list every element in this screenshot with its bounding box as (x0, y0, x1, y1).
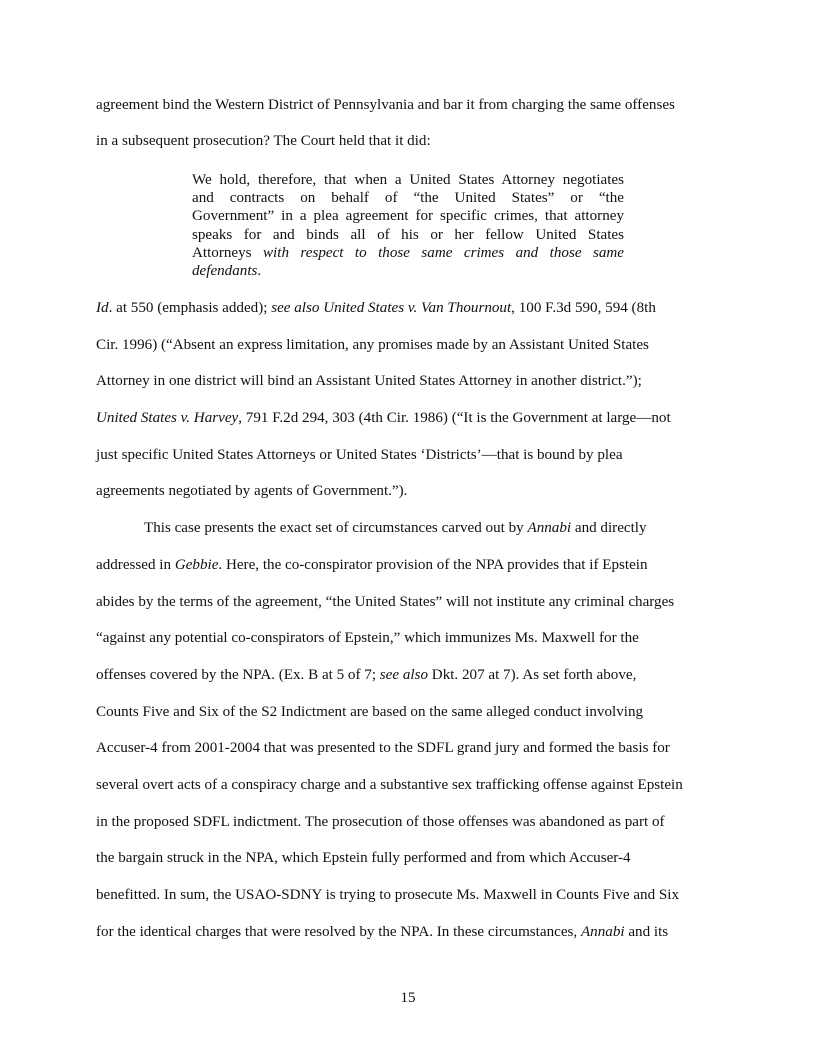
body-text: , 100 F.3d 590, 594 (8th (511, 300, 656, 316)
body-line: the bargain struck in the NPA, which Epstein fully performed and from which Accuser-4 (96, 850, 631, 866)
body-text: and its (624, 924, 669, 940)
body-line: several overt acts of a conspiracy charge and a substantive sex trafficking offense against Epstein (96, 777, 683, 793)
quote-text: Attorneys (192, 244, 263, 261)
body-text: Dkt. 207 at 7). As set forth above, (428, 667, 637, 683)
quote-line: Government” in a plea agreement for specific crimes, that attorney (192, 208, 624, 225)
body-line: Attorney in one district will bind an Assistant United States Attorney in another district.”); (96, 373, 642, 389)
body-line: benefitted. In sum, the USAO-SDNY is trying to prosecute Ms. Maxwell in Counts Five and Six (96, 887, 680, 903)
body-text: This case presents the exact set of circumstances carved out by (144, 520, 528, 536)
case-name-italic: Gebbie (174, 557, 219, 573)
body-line: just specific United States Attorneys or United States ‘Districts’—that is bound by plea (96, 447, 623, 463)
block-quote (192, 171, 624, 280)
body-line (144, 519, 647, 537)
body-line (96, 556, 648, 574)
quote-line: speaks for and binds all of his or her fellow United States (192, 226, 624, 243)
body-line: “against any potential co-conspirators of Epstein,” which immunizes Ms. Maxwell for the (96, 630, 639, 646)
quote-line: We hold, therefore, that when a United States Attorney negotiates (192, 172, 624, 188)
body-line (96, 409, 671, 427)
citation-italic: Id (96, 300, 109, 316)
body-line (96, 299, 656, 317)
body-line: agreements negotiated by agents of Government.”). (96, 483, 408, 499)
case-name-italic: Annabi (580, 924, 625, 940)
body-line: agreement bind the Western District of Pennsylvania and bar it from charging the same offenses (96, 97, 675, 113)
body-text: , 791 F.2d 294, 303 (4th Cir. 1986) (“It is the Government at large—not (238, 410, 671, 426)
body-line (96, 923, 668, 941)
body-line: in the proposed SDFL indictment. The prosecution of those offenses was abandoned as part of (96, 814, 665, 830)
body-text: and directly (571, 520, 647, 536)
body-line: Cir. 1996) (“Absent an express limitation, any promises made by an Assistant United States (96, 337, 649, 353)
quote-line (192, 244, 624, 262)
signal-italic: see also (379, 667, 429, 683)
quote-line (192, 262, 624, 280)
citation-italic: United States v. Harvey (96, 410, 239, 426)
body-text: addressed in (96, 557, 175, 573)
quote-text: . (257, 262, 262, 279)
body-line: Counts Five and Six of the S2 Indictment are based on the same alleged conduct involving (96, 704, 644, 720)
body-text: offenses covered by the NPA. (Ex. B at 5 of 7; (96, 667, 380, 683)
body-line: Accuser-4 from 2001-2004 that was presented to the SDFL grand jury and formed the basis for (96, 740, 670, 756)
body-text: . at 550 (emphasis added); (108, 300, 272, 316)
quote-emphasis: with respect to those same crimes and those same (262, 244, 624, 261)
body-text: for the identical charges that were resolved by the NPA. In these circumstances, (96, 924, 581, 940)
case-name-italic: Annabi (527, 520, 572, 536)
quote-emphasis: defendants (192, 262, 258, 279)
quote-line: and contracts on behalf of “the United States” or “the (192, 190, 624, 207)
body-line: in a subsequent prosecution? The Court held that it did: (96, 133, 431, 149)
body-text: . Here, the co-conspirator provision of the NPA provides that if Epstein (218, 557, 648, 573)
body-line: abides by the terms of the agreement, “the United States” will not institute any criminal charges (96, 594, 675, 610)
citation-italic: see also United States v. Van Thournout (271, 300, 512, 316)
page-number: 15 (400, 990, 416, 1006)
body-line (96, 666, 636, 684)
